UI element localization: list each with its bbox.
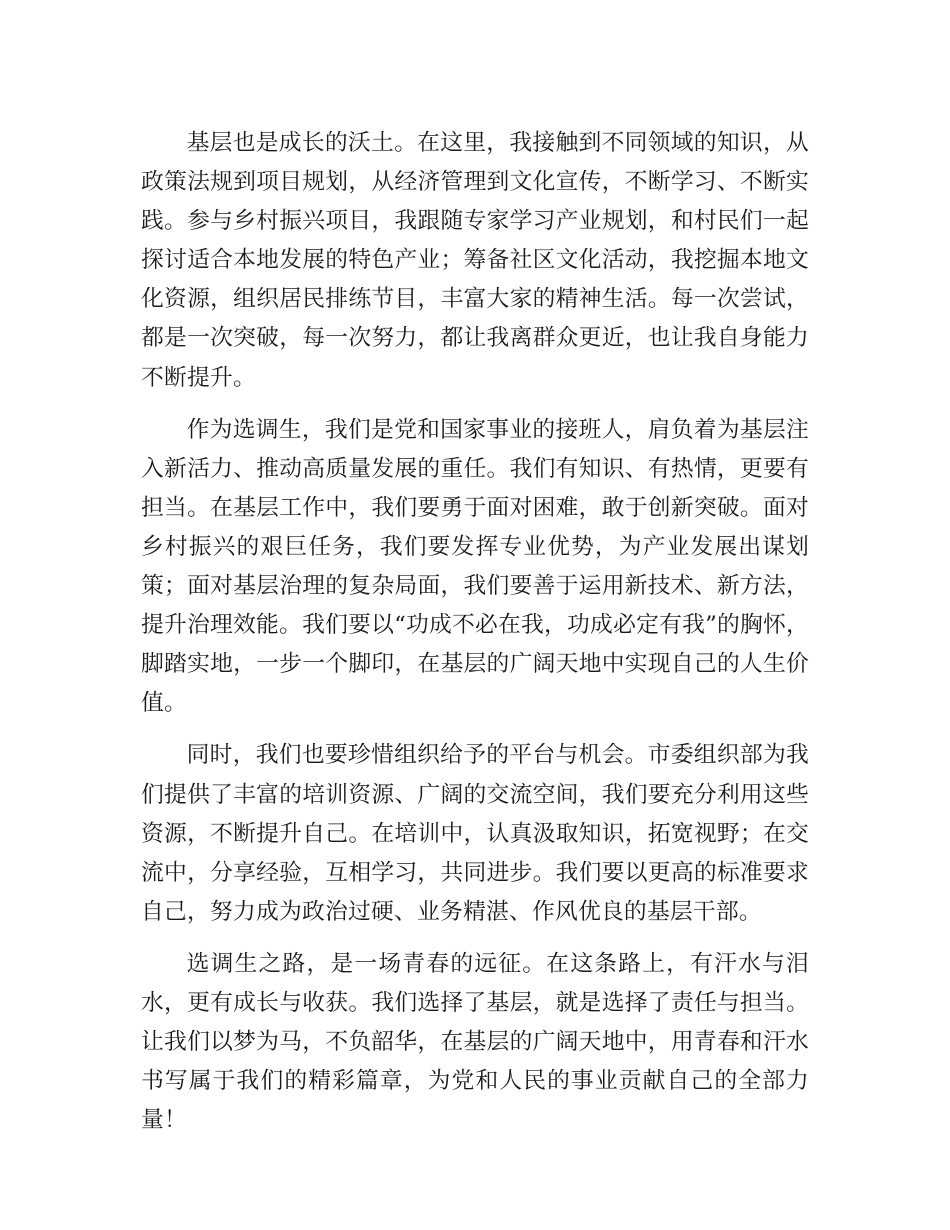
paragraph-3: 同时，我们也要珍惜组织给予的平台与机会。市委组织部为我们提供了丰富的培训资源、广阔的交流空间，我们要充分利用这些资源，不断提升自己。在培训中，认真汲取知识，拓宽视野；在交流中，分享经验，互相学习，共同进步。我们要以更高的标准要求自己，努力成为政治过硬、业务精湛、作风优良的基层干部。 bbox=[141, 742, 809, 925]
paragraph-4: 选调生之路，是一场青春的远征。在这条路上，有汗水与泪水，更有成长与收获。我们选择了基层，就是选择了责任与担当。让我们以梦为马，不负韶华，在基层的广阔天地中，用青春和汗水书写属于我们的精彩篇章，为党和人民的事业贡献自己的全部力量！ bbox=[141, 950, 809, 1134]
paragraph-1: 基层也是成长的沃土。在这里，我接触到不同领域的知识，从政策法规到项目规划，从经济管理到文化宣传，不断学习、不断实践。参与乡村振兴项目，我跟随专家学习产业规划，和村民们一起探讨适合本地发展的特色产业；筹备社区文化活动，我挖掘本地文化资源，组织居民排练节目，丰富大家的精神生活。每一次尝试，都是一次突破，每一次努力，都让我离群众更近，也让我自身能力不断提升。 bbox=[141, 130, 809, 391]
document-body bbox=[141, 124, 809, 1153]
paragraph-2: 作为选调生，我们是党和国家事业的接班人，肩负着为基层注入新活力、推动高质量发展的重任。我们有知识、有热情，更要有担当。在基层工作中，我们要勇于面对困难，敢于创新突破。面对乡村振兴的艰巨任务，我们要发挥专业优势，为产业发展出谋划策；面对基层治理的复杂局面，我们要善于运用新技术、新方法，提升治理效能。我们要以“功成不必在我，功成必定有我”的胸怀，脚踏实地，一步一个脚印，在基层的广阔天地中实现自己的人生价值。 bbox=[141, 416, 809, 717]
